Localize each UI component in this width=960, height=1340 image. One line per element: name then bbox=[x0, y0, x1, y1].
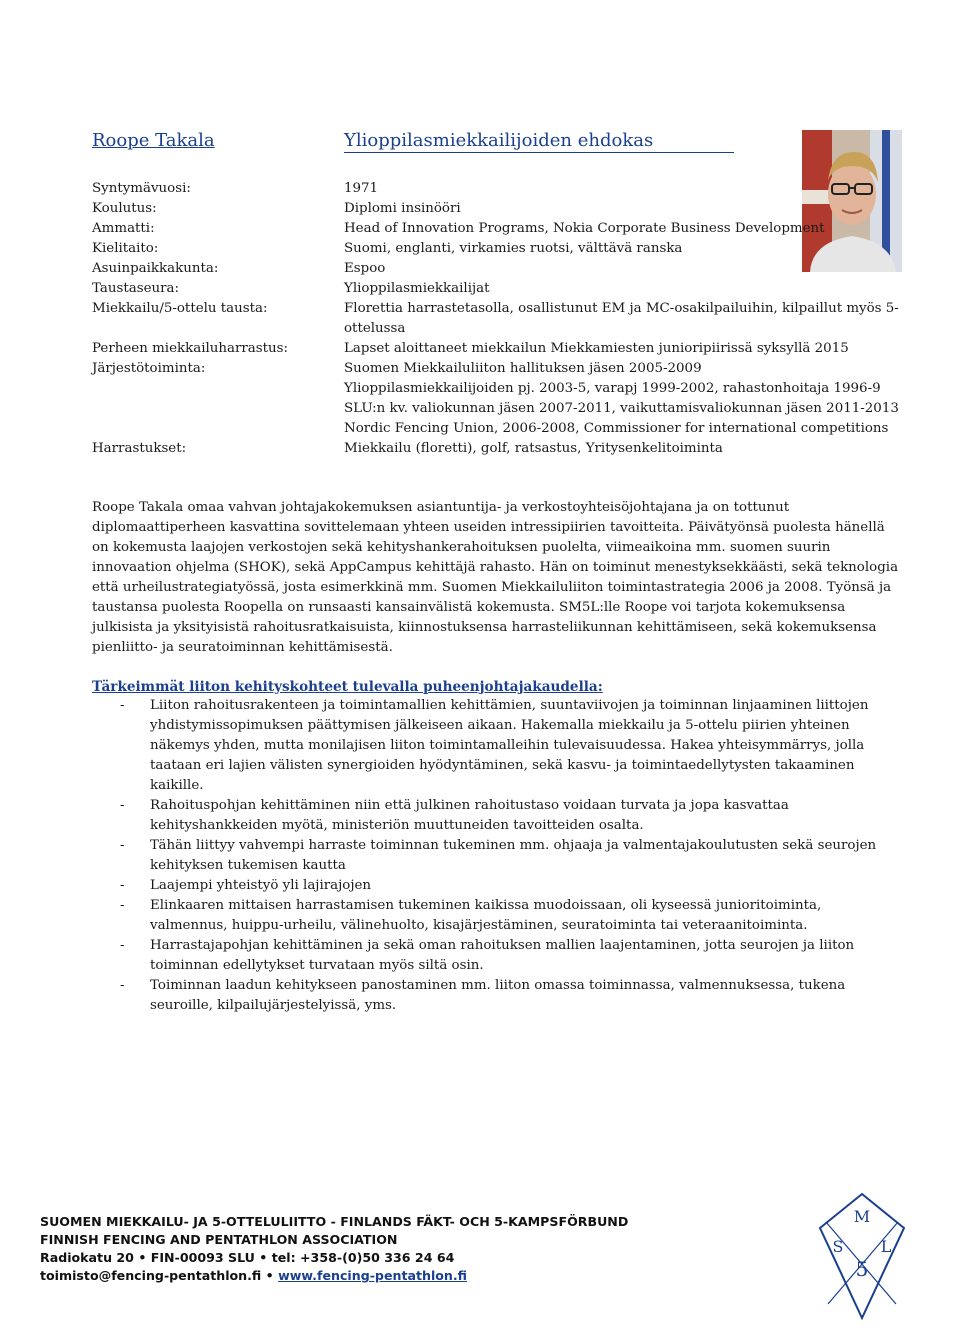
footer-address: Radiokatu 20 • FIN-00093 SLU • tel: +358-(0)50 336 24 64 bbox=[40, 1250, 455, 1265]
info-value: 1971 bbox=[344, 181, 379, 196]
priority-item bbox=[92, 836, 892, 876]
footer-email[interactable]: toimisto@fencing-pentathlon.fi bbox=[40, 1268, 262, 1283]
info-row bbox=[92, 339, 922, 359]
priority-item bbox=[92, 696, 892, 796]
priorities-list bbox=[92, 696, 892, 1016]
priority-text: Tähän liittyy vahvempi harraste toiminnan tukeminen mm. ohjaaja ja valmentajakoulutusten sekä seurojen kehityksen tukemisen kautta bbox=[150, 838, 877, 873]
info-value: Lapset aloittaneet miekkailun Miekkamiesten junioripiirissä syksyllä 2015 bbox=[344, 341, 849, 356]
bullet-dash: - bbox=[120, 698, 125, 713]
logo-letter-s: S bbox=[832, 1237, 844, 1256]
priority-item bbox=[92, 896, 892, 936]
priority-text: Harrastajapohjan kehittäminen ja sekä oman rahoituksen mallien laajentaminen, jotta seurojen ja liiton toiminnan edellytykset turvataan myös siltä osin. bbox=[150, 938, 855, 973]
priority-text: Rahoituspohjan kehittäminen niin että julkinen rahoitustaso voidaan turvata ja jopa kasvattaa kehityshankkeiden myötä, ministeriön muuttuneiden tavoitteiden osalta. bbox=[150, 798, 789, 833]
priority-item bbox=[92, 936, 892, 976]
logo-letter-m: M bbox=[853, 1207, 871, 1226]
info-value: Diplomi insinööri bbox=[344, 201, 461, 216]
info-label: Kielitaito: bbox=[92, 241, 159, 256]
logo-letter-l: L bbox=[880, 1237, 892, 1256]
info-label: Koulutus: bbox=[92, 201, 157, 216]
priority-text: Toiminnan laadun kehitykseen panostaminen mm. liiton omassa toiminnassa, valmennuksessa, tukena seuroille, kilpailujärjestelyissä, yms. bbox=[150, 978, 846, 1013]
info-row bbox=[92, 179, 922, 199]
info-label: Taustaseura: bbox=[92, 281, 180, 296]
info-row bbox=[92, 279, 922, 299]
logo-digit-5: 5 bbox=[855, 1257, 869, 1281]
bullet-dash: - bbox=[120, 978, 125, 993]
bullet-dash: - bbox=[120, 938, 125, 953]
sm5l-logo bbox=[818, 1192, 906, 1322]
priority-text: Elinkaaren mittaisen harrastamisen tukeminen kaikissa muodoissaan, oli kyseessä junioritoiminta, valmennus, huippu-urheilu, välinehuolto, kisajärjestäminen, seuratoiminta tai veteraanitoiminta. bbox=[150, 898, 822, 933]
info-value: Ylioppilasmiekkailijoiden pj. 2003-5, varapj 1999-2002, rahastonhoitaja 1996-9 SLU:n kv. valiokunnan jäsen 2007-2011, vaikuttamisvaliokunnan jäsen 2011-2013 Nordic Fencing Union, 2006-2008, Commissioner for international competitions bbox=[344, 381, 899, 436]
footer-org-en: FINNISH FENCING AND PENTATHLON ASSOCIATION bbox=[40, 1232, 398, 1247]
info-row bbox=[92, 199, 922, 219]
bullet-dash: - bbox=[120, 878, 125, 893]
priorities-title: Tärkeimmät liiton kehityskohteet tulevalla puheenjohtajakaudella: bbox=[92, 679, 603, 695]
info-label: Harrastukset: bbox=[92, 441, 187, 456]
bio-paragraph: Roope Takala omaa vahvan johtajakokemuksen asiantuntija- ja verkostoyhteisöjohtajana ja on tottunut diplomaattiperheen kasvattina sovittelemaan yhteen useiden intressipiirien tavoitteita. Päivätyönsä puolesta hänellä on kokemusta laajojen verkostojen sekä kehityshankerahoituksen puolelta, viimeaikoina mm. suomen suurin innovaation ohjelma (SHOK), sekä AppCampus kehittäjä rahasto. Hän on toiminut menestyksekkäästi, sekä teknologia että urheilustrategiatyössä, josta esimerkkinä mm. Suomen Miekkailuliiton toimintastrategia 2006 ja 2008. Työnsä ja taustansa puolesta Roopella on runsaasti kansainvälistä kokemusta. SM5L:lle Roope voi tarjota kokemuksensa julkisista ja yksityisistä rahoitusratkaisuista, kiinnostuksensa harrasteliikunnan kehittämiseen, sekä kokemuksensa pienliitto- ja seuratoiminnan kehittämisestä. bbox=[92, 500, 899, 655]
info-row bbox=[92, 299, 922, 339]
info-row bbox=[92, 219, 922, 239]
info-label: Ammatti: bbox=[92, 221, 155, 236]
info-row bbox=[92, 359, 922, 379]
info-label: Asuinpaikkakunta: bbox=[92, 261, 219, 276]
info-value: Florettia harrastetasolla, osallistunut EM ja MC-osakilpailuihin, kilpaillut myös 5-ottelussa bbox=[344, 301, 899, 336]
info-value: Ylioppilasmiekkailijat bbox=[344, 281, 490, 296]
candidacy-title: Ylioppilasmiekkailijoiden ehdokas bbox=[344, 130, 734, 153]
info-label: Miekkailu/5-ottelu tausta: bbox=[92, 301, 268, 316]
info-value: Suomen Miekkailuliiton hallituksen jäsen 2005-2009 bbox=[344, 361, 702, 376]
bullet-dash: - bbox=[120, 838, 125, 853]
info-value: Suomi, englanti, virkamies ruotsi, välttävä ranska bbox=[344, 241, 683, 256]
info-value: Espoo bbox=[344, 261, 386, 276]
info-row bbox=[92, 439, 922, 459]
info-row bbox=[92, 379, 922, 439]
info-value: Head of Innovation Programs, Nokia Corporate Business Development bbox=[344, 221, 825, 236]
priority-item bbox=[92, 876, 892, 896]
info-value: Miekkailu (floretti), golf, ratsastus, Yritysenkelitoiminta bbox=[344, 441, 723, 456]
candidate-name: Roope Takala bbox=[92, 130, 215, 151]
info-table bbox=[92, 179, 922, 459]
info-label: Järjestötoiminta: bbox=[92, 361, 206, 376]
footer-contact bbox=[40, 1267, 628, 1285]
footer-website-link[interactable]: www.fencing-pentathlon.fi bbox=[278, 1268, 468, 1283]
footer-separator: • bbox=[261, 1268, 279, 1283]
info-row bbox=[92, 259, 922, 279]
info-row bbox=[92, 239, 922, 259]
footer bbox=[40, 1213, 628, 1285]
info-label: Perheen miekkailuharrastus: bbox=[92, 341, 289, 356]
footer-org-fi-sv: SUOMEN MIEKKAILU- JA 5-OTTELULIITTO - FINLANDS FÄKT- OCH 5-KAMPSFÖRBUND bbox=[40, 1214, 629, 1229]
bullet-dash: - bbox=[120, 898, 125, 913]
info-label bbox=[92, 379, 344, 439]
priority-item bbox=[92, 796, 892, 836]
priority-text: Liiton rahoitusrakenteen ja toimintamallien kehittämien, suuntaviivojen ja toiminnan linjaaminen liittojen yhdistymissopimuksen päättymisen jälkeiseen aikaan. Hakemalla miekkailu ja 5-ottelu piirien yhteinen näkemys yhden, mutta monilajisen liiton toimintamalleihin tulevaisuudessa. Hakea yhteisymmärrys, jolla taataan eri lajien välisten synergioiden hyödyntäminen, sekä kasvu- ja toimintaedellytysten takaaminen kaikille. bbox=[150, 698, 869, 793]
priority-item bbox=[92, 976, 892, 1016]
info-label: Syntymävuosi: bbox=[92, 181, 191, 196]
priority-text: Laajempi yhteistyö yli lajirajojen bbox=[150, 878, 372, 893]
bullet-dash: - bbox=[120, 798, 125, 813]
